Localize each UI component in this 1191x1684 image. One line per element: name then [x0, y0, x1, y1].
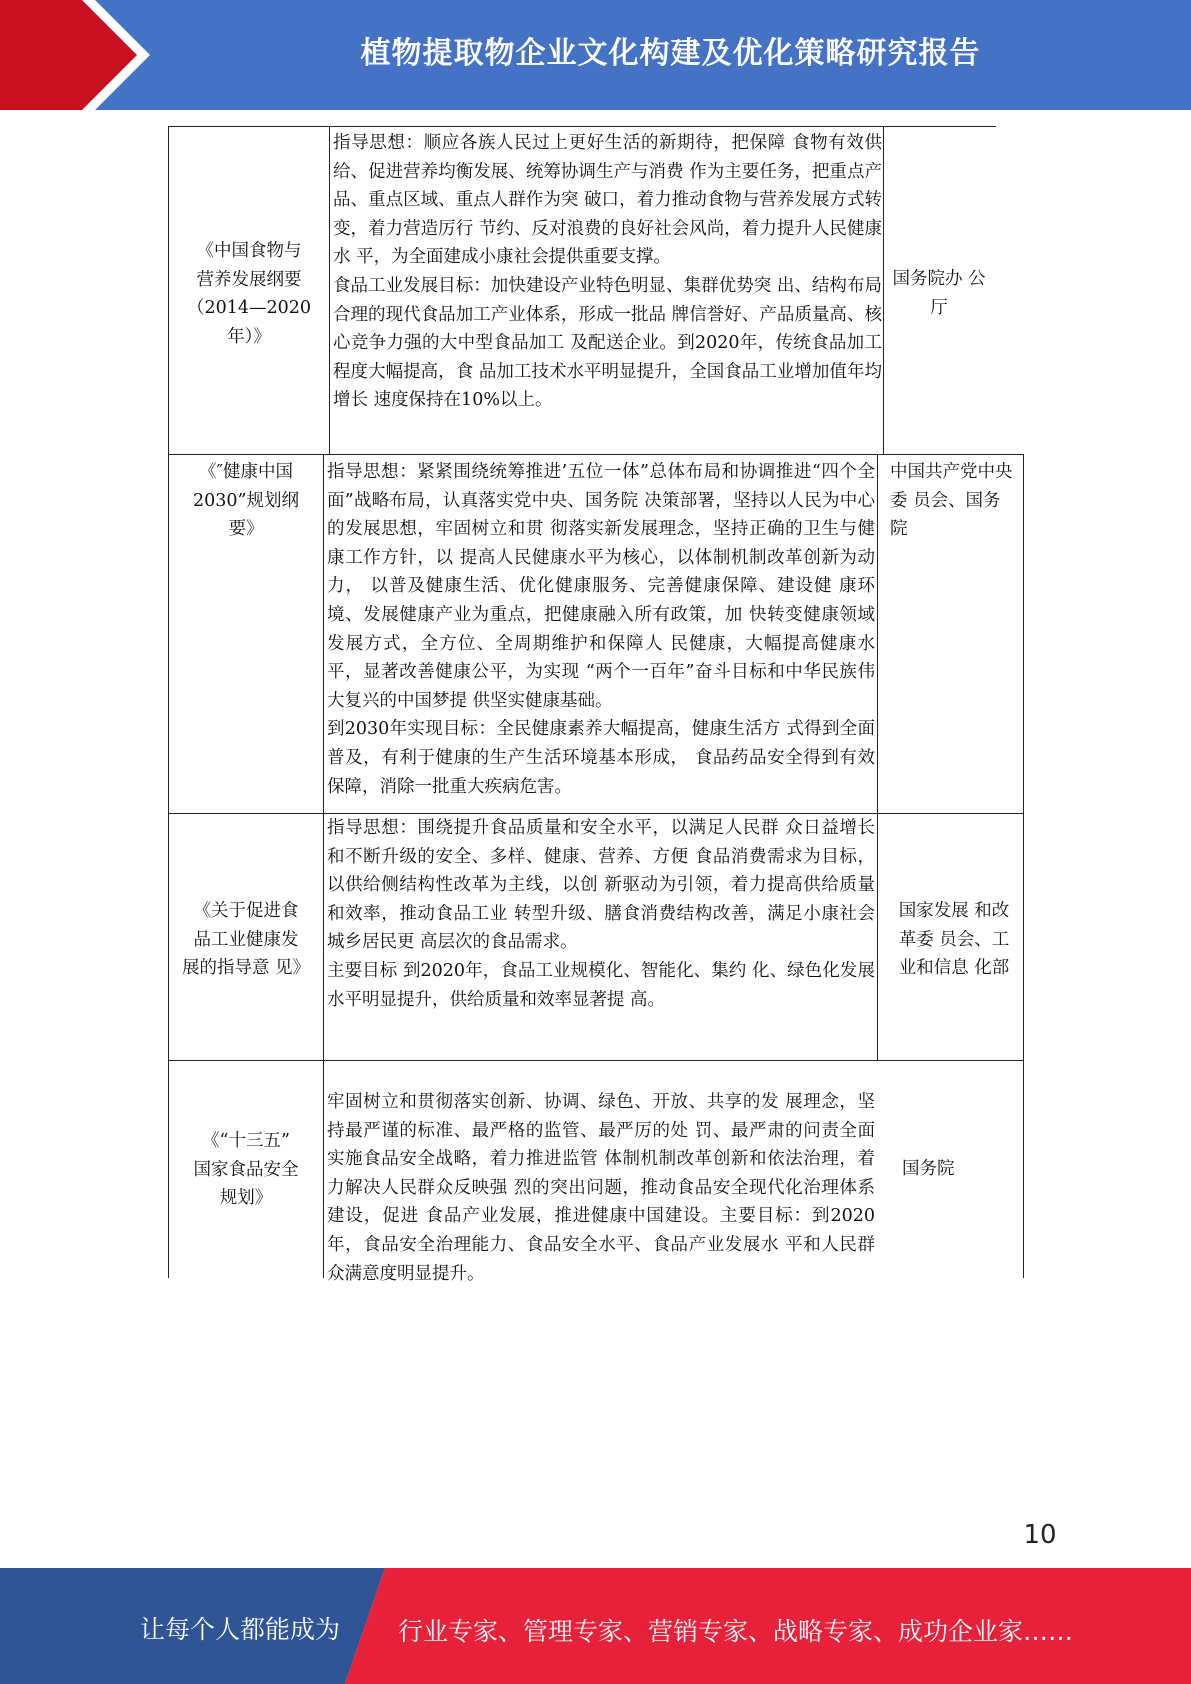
- table-row-4-name: 《“十三五” 国家食品安全 规划》: [193, 1131, 299, 1209]
- table-row-1-issuer: 国务院办 公 厅: [892, 269, 986, 318]
- page-footer: [0, 1568, 1191, 1684]
- table-row3-bottom: [168, 1060, 1024, 1061]
- table-col-divider-b: [877, 454, 878, 1060]
- footer-slogan-left: 让每个人都能成为: [140, 1615, 341, 1644]
- page-number: 10: [1023, 1520, 1057, 1550]
- table-row-4-issuer: 国务院: [902, 1159, 955, 1179]
- table-row-1-name: 《中国食物与 营养发展纲要 （2014—2020 年）》: [186, 241, 312, 347]
- table-col-divider-a: [323, 454, 324, 1278]
- table-border-top: [168, 126, 996, 127]
- table-row1-divider-b: [883, 126, 884, 454]
- table-row1-bottom: [168, 454, 1024, 455]
- table-row-2-name: 《″健康中国 2030”规划纲 要》: [193, 462, 299, 540]
- header-title: 植物提取物企业文化构建及优化策略研究报告: [360, 36, 981, 71]
- table-border-right: [1023, 454, 1024, 1278]
- table-row-2-content: 指导思想：紧紧围绕统筹推进’五位一体”总体布局和协调推进“四个全面”战略布局，认真落实党中央、国务院 决策部署，坚持以人民为中心的发展思想，牢固树立和贯 彻落实新发展理念，坚持正确的卫生与健康工作方针，以 提高人民健康水平为核心，以体制机制改革创新为动力， 以普及健康生活、优化健康服务、完善健康保障、建设健 康环境、发展健康产业为重点，把健康融入所有政策，加 快转变健康领域发展方式，全方位、全周期维护和保障人 民健康，大幅提高健康水平，显著改善健康公平，为实现 “两个一百年”奋斗目标和中华民族伟大复兴的中国梦提 供坚实健康基础。 到2030年实现目标：全民健康素养大幅提高，健康生活方 式得到全面普及，有利于健康的生产生活环境基本形成， 食品药品安全得到有效保障，消除一批重大疾病危害。: [327, 462, 875, 797]
- table-row-1-content: 指导思想：顺应各族人民过上更好生活的新期待，把保障 食物有效供给、促进营养均衡发展、统筹协调生产与消费 作为主要任务，把重点产品、重点区域、重点人群作为突 破口，着力推动食物与营养发展方式转变，着力营造厉行 节约、反对浪费的良好社会风尚，着力提升人民健康水 平，为全面建成小康社会提供重要支撑。 食品工业发展目标：加快建设产业特色明显、集群优势突 出、结构布局合理的现代食品加工产业体系，形成一批品 牌信誉好、产品质量高、核心竞争力强的大中型食品加工 及配送企业。到2020年，传统食品加工程度大幅提高，食 品加工技术水平明显提升，全国食品工业增加值年均增长 速度保持在10%以上。: [333, 133, 882, 411]
- table-row2-bottom: [168, 813, 1024, 814]
- page-header: [0, 0, 1191, 110]
- header-arrow-decoration: [0, 0, 160, 110]
- table-row-4-content: 牢固树立和贯彻落实创新、协调、绿色、开放、共享的发 展理念，坚持最严谨的标准、最严格的监管、最严厉的处 罚、最严肃的问责全面实施食品安全战略，着力推进监管 体制机制改革创新和依法治理，着力解决人民群众反映强 烈的突出问题，推动食品安全现代化治理体系建设，促进 食品产业发展，推进健康中国建设。主要目标：到2020 年，食品安全治理能力、食品安全水平、食品产业发展水 平和人民群众满意度明显提升。: [327, 1092, 875, 1284]
- table-row-2-issuer: 中国共产党中央委 员会、国务院: [890, 462, 1013, 540]
- table-border-left: [168, 126, 169, 1278]
- table-row-3-content: 指导思想：围绕提升食品质量和安全水平，以满足人民群 众日益增长和不断升级的安全、多样、健康、营养、方便 食品消费需求为目标，以供给侧结构性改革为主线，以创 新驱动为引领，着力提高供给质量和效率，推动食品工业 转型升级、膳食消费结构改善，满足小康社会城乡居民更 高层次的食品需求。 主要目标 到2020年，食品工业规模化、智能化、集约 化、绿色化发展水平明显提升，供给质量和效率显著提 高。: [327, 818, 875, 1010]
- table-row-3-name: 《关于促进食 品工业健康发 展的指导意 见》: [181, 901, 311, 979]
- footer-slogan-right: 行业专家、管理专家、营销专家、战略专家、成功企业家……: [398, 1617, 1074, 1646]
- table-row-3-issuer: 国家发展 和改革委 员会、工业和信息 化部: [898, 901, 1010, 979]
- table-row1-divider-a: [329, 126, 330, 454]
